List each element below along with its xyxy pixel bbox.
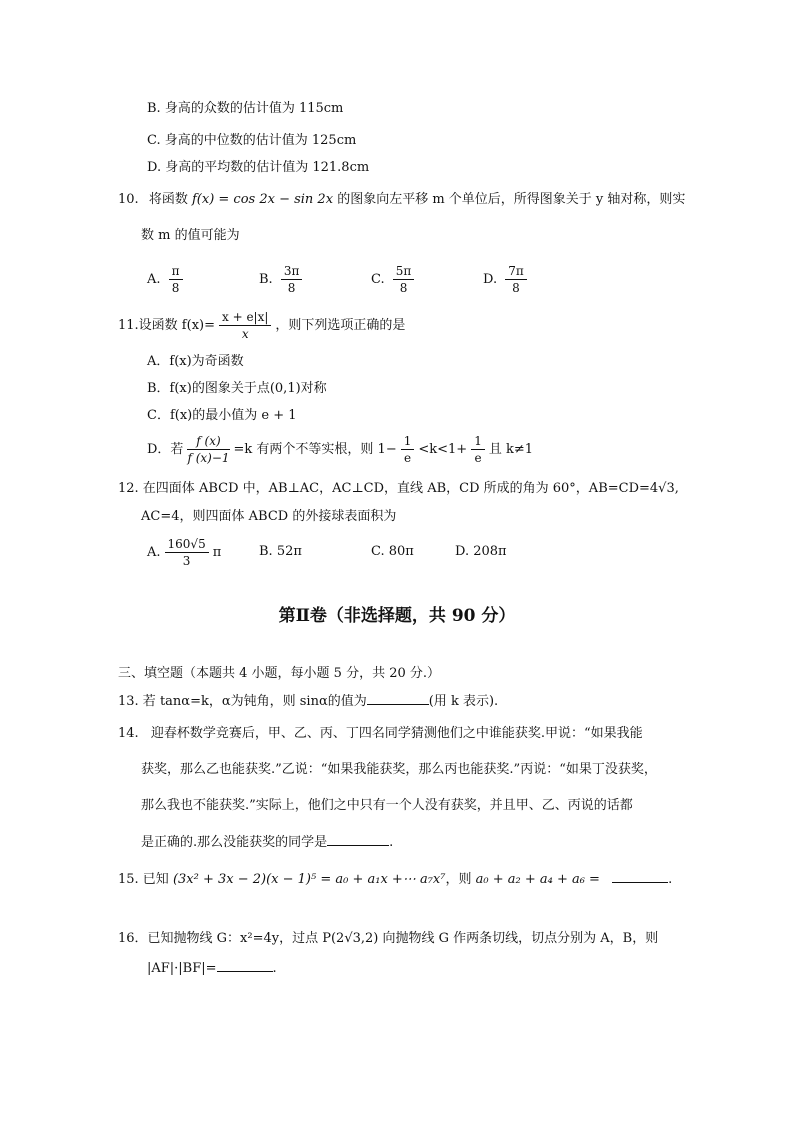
q10-option-c-letter: C.	[371, 272, 385, 287]
q12-option-a-fraction: $\frac{160√5}{3}$	[165, 536, 209, 569]
q15: 15. 已知 (3x² + 3x − 2)(x − 1)⁵ = a₀ + a₁x +⋯ a₇x⁷，则 a₀ + a₂ + a₄ + a₆ = .	[118, 872, 673, 887]
section-title: 第Ⅱ卷（非选择题，共 90 分）	[278, 606, 516, 626]
q12-option-d: D. 208π	[455, 544, 507, 559]
q11-option-d: D．若 $\frac{f (x)}{f (x)-1}$ =k 有两个不等实根，则 1− $\frac{1}{e}$ <k<1+ $\frac{1}{e}$ 且 k≠1	[147, 434, 534, 465]
q10-option-d-fraction: $\frac{7\pi}{8}$	[505, 263, 527, 296]
q14-line3: 那么我也不能获奖.”实际上，他们之中只有一个人没有获奖，并且甲、乙、丙说的话都	[141, 798, 633, 813]
q10-line1	[118, 191, 685, 209]
q10-option-b-letter: B.	[259, 272, 273, 287]
q11-option-d-fraction-lower: $\frac{1}{e}$	[401, 433, 415, 466]
q10-option-d-letter: D.	[483, 272, 498, 287]
q16-line1: 16．已知抛物线 G：x²=4y，过点 P(2√3,2) 向抛物线 G 作两条切线，切点分别为 A，B，则	[118, 931, 659, 946]
q11-pre: 11.设函数 f(x)=	[118, 318, 215, 333]
q12-option-a: A. $\frac{160√5}{3}$ π	[147, 537, 222, 568]
q16-line2: |AF|·|BF|= .	[147, 961, 277, 976]
q13-post: (用 k 表示).	[428, 694, 499, 709]
q14-line1: 14. 迎春杯数学竞赛后，甲、乙、丙、丁四名同学猜测他们之中谁能获奖.甲说：“如果我能	[118, 726, 643, 741]
q12-line2: AC=4，则四面体 ABCD 的外接球表面积为	[141, 509, 397, 524]
q11-post: ，则下列选项正确的是	[275, 318, 406, 333]
q15-sum-expression: a₀ + a₂ + a₄ + a₆ =	[475, 872, 600, 887]
q9-option-c: C. 身高的中位数的估计值为 125cm	[147, 133, 357, 148]
q14-answer-blank[interactable]	[327, 833, 389, 846]
q10-post: 的图象向左平移 m 个单位后，所得图象关于 y 轴对称，则实	[337, 192, 686, 207]
q9-option-d: D. 身高的平均数的估计值为 121.8cm	[147, 160, 370, 175]
q10-pre: 将函数	[148, 192, 188, 207]
q11-stem	[118, 308, 405, 344]
q11-option-a: A．f(x)为奇函数	[147, 354, 244, 369]
q10-option-d	[483, 262, 531, 298]
part-three-heading: 三、填空题（本题共 4 小题，每小题 5 分，共 20 分.）	[118, 666, 441, 681]
q10-option-c-fraction: $\frac{5\pi}{8}$	[393, 263, 415, 296]
q11-option-d-fraction-upper: $\frac{1}{e}$	[471, 433, 485, 466]
q10-option-a	[147, 262, 187, 298]
q10-function: f(x) = cos 2x − sin 2x	[191, 192, 334, 207]
q10-option-b	[259, 262, 306, 298]
q14-number: 14.	[118, 726, 139, 741]
q15-answer-blank[interactable]	[612, 870, 668, 883]
q10-line2: 数 m 的值可能为	[141, 228, 240, 243]
q10-option-a-letter: A.	[147, 272, 161, 287]
q11-option-c: C．f(x)的最小值为 e + 1	[147, 408, 297, 423]
q9-option-b: B. 身高的众数的估计值为 115cm	[147, 101, 344, 116]
q11-fraction: $\frac{x + e|x|}{x}$	[219, 309, 271, 342]
q15-expression: (3x² + 3x − 2)(x − 1)⁵ = a₀ + a₁x +⋯ a₇x⁷	[172, 872, 446, 887]
q10-number: 10.	[118, 192, 139, 207]
q13	[118, 692, 498, 711]
q10-option-a-fraction: $\frac{\pi}{8}$	[169, 263, 183, 296]
q11-option-d-fraction: $\frac{f (x)}{f (x)-1}$	[187, 434, 230, 465]
q14-line2: 获奖，那么乙也能获奖.”乙说：“如果我能获奖，那么丙也能获奖.”丙说：“如果丁没获奖，	[141, 762, 657, 777]
q13-answer-blank[interactable]	[367, 692, 429, 705]
q14-line4: 是正确的.那么没能获奖的同学是 .	[141, 835, 394, 850]
q11-option-b: B．f(x)的图象关于点(0,1)对称	[147, 381, 327, 396]
q12-line1: 12. 在四面体 ABCD 中，AB⊥AC，AC⊥CD，直线 AB，CD 所成的角为 60°，AB=CD=4√3,	[118, 481, 679, 496]
q10-option-b-fraction: $\frac{3\pi}{8}$	[281, 263, 303, 296]
q12-option-c: C. 80π	[371, 544, 414, 559]
q12-option-b: B. 52π	[259, 544, 302, 559]
q10-option-c	[371, 262, 418, 298]
q16-answer-blank[interactable]	[217, 959, 273, 972]
q13-pre: 13. 若 tanα=k，α为钝角，则 sinα的值为	[118, 694, 367, 709]
